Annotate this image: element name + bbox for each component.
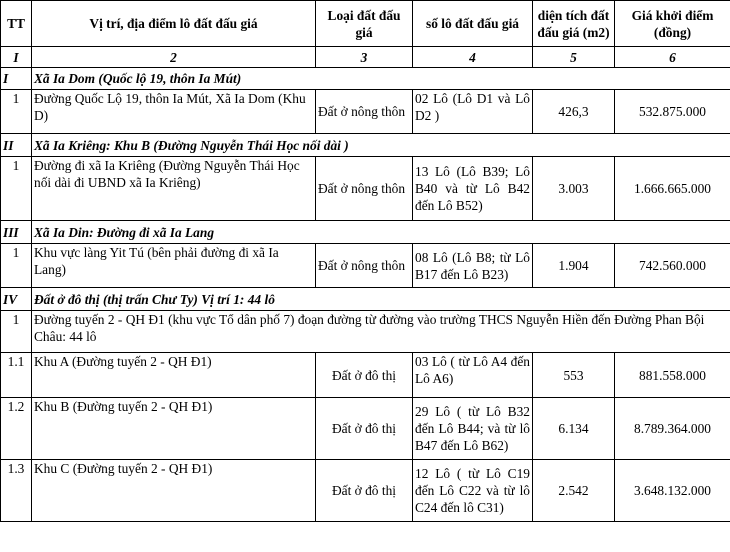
row-number: 1.1 xyxy=(1,353,32,398)
section-number: I xyxy=(1,68,32,90)
header-price: Giá khởi điểm (đồng) xyxy=(615,1,730,47)
price-cell: 1.666.665.000 xyxy=(615,157,730,221)
table-row xyxy=(1,244,730,288)
section-title: Xã Ia Kriêng: Khu B (Đường Nguyễn Thái Học nối dài ) xyxy=(32,134,730,157)
column-number-row xyxy=(1,47,730,68)
area-cell: 3.003 xyxy=(533,157,615,221)
section-row xyxy=(1,221,730,244)
price-cell: 8.789.364.000 xyxy=(615,398,730,460)
row-number: 1.3 xyxy=(1,460,32,522)
header-row xyxy=(1,1,730,47)
price-cell: 742.560.000 xyxy=(615,244,730,288)
lots-cell: 03 Lô ( từ Lô A4 đến Lô A6) xyxy=(413,353,533,398)
section-number: IV xyxy=(1,288,32,311)
row-number: 1 xyxy=(1,244,32,288)
header-location: Vị trí, địa điểm lô đất đấu giá xyxy=(32,1,316,47)
location-cell: Đường đi xã Ia Kriêng (Đường Nguyễn Thái Học nối dài đi UBND xã Ia Kriêng) xyxy=(32,157,316,221)
location-cell: Khu vực làng Yit Tú (bên phải đường đi xã Ia Lang) xyxy=(32,244,316,288)
location-cell: Khu B (Đường tuyến 2 - QH Đ1) xyxy=(32,398,316,460)
table-row xyxy=(1,460,730,522)
land-type-cell: Đất ở nông thôn xyxy=(316,157,413,221)
land-type-cell: Đất ở nông thôn xyxy=(316,90,413,134)
section-row xyxy=(1,134,730,157)
area-cell: 1.904 xyxy=(533,244,615,288)
route-description: Đường tuyến 2 - QH Đ1 (khu vực Tổ dân phố 7) đoạn đường từ đường vào trường THCS Nguyễn Hiền đến Đường Phan Bội Châu: 44 lô xyxy=(32,311,730,353)
land-type-cell: Đất ở đô thị xyxy=(316,398,413,460)
column-number: 3 xyxy=(316,47,413,68)
section-row xyxy=(1,68,730,90)
area-cell: 6.134 xyxy=(533,398,615,460)
table-row xyxy=(1,311,730,353)
price-cell: 881.558.000 xyxy=(615,353,730,398)
land-type-cell: Đất ở đô thị xyxy=(316,353,413,398)
header-area: diện tích đất đấu giá (m2) xyxy=(533,1,615,47)
table-row xyxy=(1,157,730,221)
column-number: 4 xyxy=(413,47,533,68)
header-lots: số lô đất đấu giá xyxy=(413,1,533,47)
section-number: III xyxy=(1,221,32,244)
lots-cell: 02 Lô (Lô D1 và Lô D2 ) xyxy=(413,90,533,134)
land-type-cell: Đất ở đô thị xyxy=(316,460,413,522)
area-cell: 426,3 xyxy=(533,90,615,134)
section-title: Đất ở đô thị (thị trấn Chư Ty) Vị trí 1: 44 lô xyxy=(32,288,730,311)
area-cell: 553 xyxy=(533,353,615,398)
row-number: 1 xyxy=(1,157,32,221)
column-number: 6 xyxy=(615,47,730,68)
header-land-type: Loại đất đấu giá xyxy=(316,1,413,47)
area-cell: 2.542 xyxy=(533,460,615,522)
header-tt: TT xyxy=(1,1,32,47)
price-cell: 532.875.000 xyxy=(615,90,730,134)
lots-cell: 13 Lô (Lô B39; Lô B40 và từ Lô B42 đến Lô B52) xyxy=(413,157,533,221)
price-cell: 3.648.132.000 xyxy=(615,460,730,522)
location-cell: Đường Quốc Lộ 19, thôn Ia Mút, Xã Ia Dom (Khu D) xyxy=(32,90,316,134)
lots-cell: 29 Lô ( từ Lô B32 đến Lô B44; và từ lô B47 đến Lô B62) xyxy=(413,398,533,460)
table-row xyxy=(1,353,730,398)
section-title: Xã Ia Din: Đường đi xã Ia Lang xyxy=(32,221,730,244)
table-row xyxy=(1,398,730,460)
land-type-cell: Đất ở nông thôn xyxy=(316,244,413,288)
location-cell: Khu C (Đường tuyến 2 - QH Đ1) xyxy=(32,460,316,522)
table-row xyxy=(1,90,730,134)
row-number: 1.2 xyxy=(1,398,32,460)
row-number: 1 xyxy=(1,90,32,134)
lots-cell: 08 Lô (Lô B8; từ Lô B17 đến Lô B23) xyxy=(413,244,533,288)
row-number: 1 xyxy=(1,311,32,353)
section-title: Xã Ia Dom (Quốc lộ 19, thôn Ia Mút) xyxy=(32,68,730,90)
lots-cell: 12 Lô ( từ Lô C19 đến Lô C22 và từ lô C24 đến lô C31) xyxy=(413,460,533,522)
column-number: I xyxy=(1,47,32,68)
column-number: 5 xyxy=(533,47,615,68)
section-number: II xyxy=(1,134,32,157)
section-row xyxy=(1,288,730,311)
location-cell: Khu A (Đường tuyến 2 - QH Đ1) xyxy=(32,353,316,398)
column-number: 2 xyxy=(32,47,316,68)
